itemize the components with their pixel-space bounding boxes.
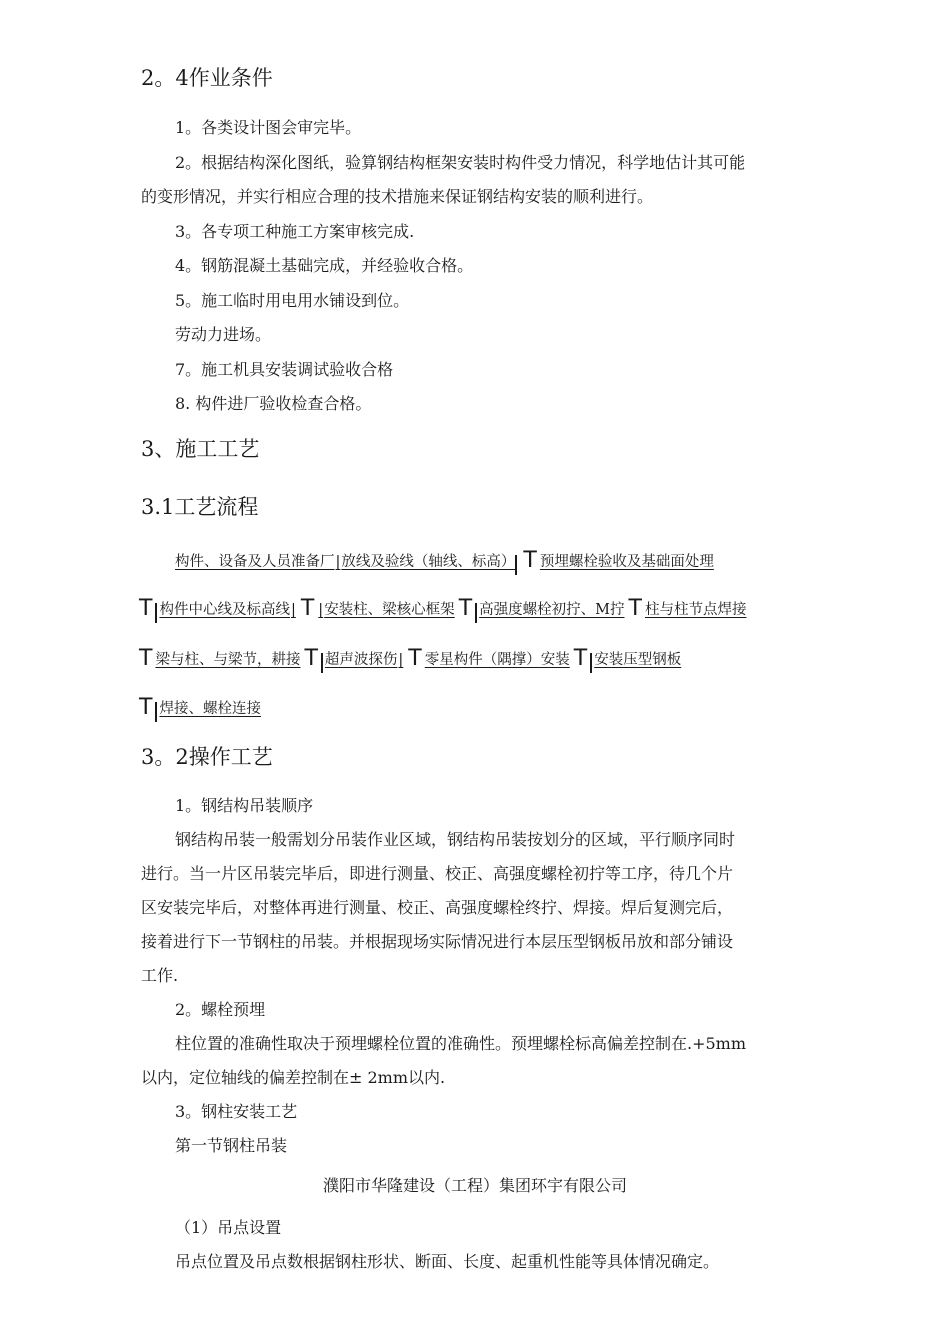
- paragraph-line: 钢结构吊装一般需划分吊装作业区域，钢结构吊装按划分的区域，平行顺序同时: [175, 830, 736, 849]
- paragraph-line: 1。钢结构吊装顺序: [175, 796, 314, 815]
- flow-step: 放线及验线（轴线、标高）: [341, 554, 516, 570]
- process-flow-row-1: [175, 550, 714, 572]
- paragraph-line: 5。施工临时用电用水铺设到位。: [175, 291, 410, 310]
- paragraph-line: （1）吊点设置: [175, 1218, 282, 1237]
- flow-step: 构件、设备及人员准备厂: [175, 554, 335, 570]
- flow-arrow-t: T: [139, 646, 153, 671]
- paragraph-line: 以内，定位轴线的偏差控制在± 2mm以内.: [141, 1068, 446, 1087]
- paragraph-line: 8. 构件进厂验收检查合格。: [175, 394, 372, 413]
- paragraph-line: 区安装完毕后，对整体再进行测量、校正、高强度螺栓终拧、焊接。焊后复测完后，: [141, 898, 734, 917]
- section-2-4-title: 2。4作业条件: [141, 66, 273, 90]
- flow-arrow-t: T: [139, 596, 153, 621]
- flow-arrow-t: T: [628, 596, 642, 621]
- flow-arrow-t: T: [523, 548, 537, 573]
- flow-step: 梁与柱、与梁节，耕接: [155, 652, 301, 668]
- flow-bar: [515, 555, 517, 575]
- flow-step: 高强度螺栓初拧、M拧: [479, 602, 625, 618]
- paragraph-line: 进行。当一片区吊装完毕后，即进行测量、校正、高强度螺栓初拧等工序，待几个片: [141, 864, 734, 883]
- flow-step: 预埋螺栓验收及基础面处理: [539, 554, 714, 570]
- flow-step: 构件中心线及标高线: [159, 602, 290, 618]
- paragraph-line: 2。螺栓预埋: [175, 1000, 266, 1019]
- process-flow-row-3: [139, 648, 681, 670]
- flow-bar: [155, 603, 157, 623]
- flow-separator: |: [318, 602, 324, 618]
- section-3-title: 3、施工工艺: [141, 437, 260, 461]
- paragraph-line: 柱位置的准确性取决于预埋螺栓位置的准确性。预埋螺栓标高偏差控制在.+5mm: [175, 1034, 747, 1053]
- flow-arrow-t: T: [408, 646, 422, 671]
- paragraph-line: 3。各专项工种施工方案审核完成.: [175, 222, 415, 241]
- flow-bar: [590, 653, 592, 673]
- flow-arrow-t: T: [458, 596, 473, 621]
- process-flow-row-4: [139, 697, 261, 719]
- paragraph-line: 工作.: [141, 966, 179, 985]
- flow-arrow-t: T: [139, 695, 153, 720]
- paragraph-line: 第一节钢柱吊装: [175, 1136, 288, 1155]
- flow-arrow-t: T: [300, 596, 315, 621]
- flow-step: 焊接、螺栓连接: [159, 701, 261, 717]
- flow-step: 柱与柱节点焊接: [644, 602, 747, 618]
- flow-bar: [155, 702, 157, 722]
- flow-arrow-t: T: [573, 646, 588, 671]
- flow-bar: [475, 603, 477, 623]
- flow-step: 零星构件（隅撑）安装: [424, 652, 570, 668]
- flow-step: 安装柱、梁核心框架: [324, 602, 455, 618]
- paragraph-line: 4。钢筋混凝土基础完成，并经验收合格。: [175, 256, 474, 275]
- paragraph-line: 7。施工机具安装调试验收合格: [175, 360, 394, 379]
- flow-separator: |: [335, 554, 341, 570]
- flow-step: 安装压型钢板: [594, 652, 682, 668]
- process-flow-row-2: [139, 598, 746, 620]
- section-3-1-title: 3.1工艺流程: [141, 495, 259, 519]
- flow-bar: [321, 653, 323, 673]
- paragraph-line: 2。根据结构深化图纸，验算钢结构框架安装时构件受力情况，科学地估计其可能: [175, 153, 746, 172]
- paragraph-line: 1。各类设计图会审完毕。: [175, 118, 362, 137]
- flow-step: 超声波探伤: [324, 652, 398, 668]
- paragraph-line: 的变形情况，并实行相应合理的技术措施来保证钢结构安装的顺利进行。: [141, 187, 654, 206]
- paragraph-line: 3。钢柱安装工艺: [175, 1102, 298, 1121]
- paragraph-line: 接着进行下一节钢柱的吊装。并根据现场实际情况进行本层压型钢板吊放和部分铺设: [141, 932, 734, 951]
- paragraph-line: 劳动力进场。: [175, 325, 272, 344]
- section-3-2-title: 3。2操作工艺: [141, 745, 273, 769]
- flow-separator: |: [398, 652, 404, 668]
- paragraph-line: 吊点位置及吊点数根据钢柱形状、断面、长度、起重机性能等具体情况确定。: [175, 1252, 720, 1271]
- flow-arrow-t: T: [304, 646, 318, 671]
- flow-separator: |: [290, 602, 296, 618]
- page-footer-company: 濮阳市华隆建设（工程）集团环宇有限公司: [322, 1176, 627, 1195]
